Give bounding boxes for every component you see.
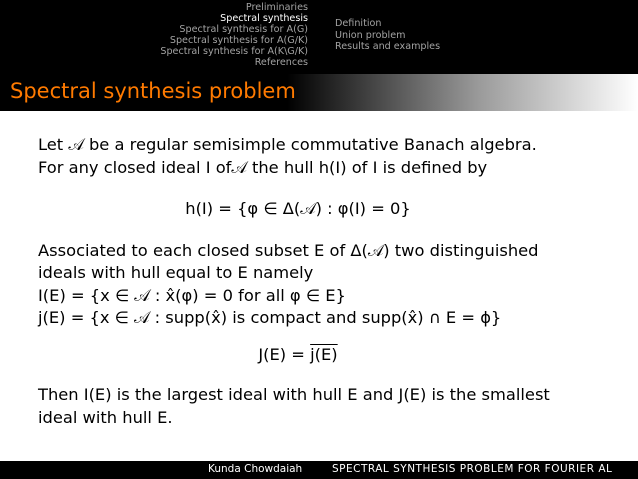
slide-body [38, 134, 598, 429]
equation-closure [38, 344, 558, 367]
paragraph-2-line-2: ideals with hull equal to E namely [38, 263, 314, 282]
nav-subsection-definition[interactable]: Definition [335, 18, 382, 29]
paragraph-1-line-2: For any closed ideal I of𝒜 the hull h(I) of I is defined by [38, 157, 488, 177]
paragraph-1-line-1: Let 𝒜 be a regular semisimple commutative Banach algebra. [38, 135, 537, 154]
subsection-navigation [335, 18, 440, 53]
footer-bar [0, 461, 638, 479]
equation-closure-lhs: J(E) = [258, 344, 311, 364]
ideal-j-definition: j(E) = {x ∈ 𝒜 : supp(x̂) is compact and supp(x̂) ∩ E = ϕ} [38, 308, 502, 327]
ideal-I-definition: I(E) = {x ∈ 𝒜 : x̂(φ) = 0 for all φ ∈ E} [38, 285, 346, 305]
nav-subsection-union-problem[interactable]: Union problem [335, 29, 406, 41]
nav-subsection-results[interactable]: Results and examples [335, 41, 441, 52]
section-navigation [0, 0, 308, 74]
nav-section-synthesis-ag[interactable]: Spectral synthesis for A(G) [179, 24, 308, 35]
nav-section-synthesis-agk[interactable]: Spectral synthesis for A(G/K) [169, 35, 308, 46]
nav-section-references[interactable]: References [254, 57, 308, 68]
footer-author: Kunda Chowdaiah [208, 463, 303, 475]
equation-closure-rhs: j(E) [310, 344, 338, 364]
nav-section-spectral-synthesis[interactable]: Spectral synthesis [220, 13, 308, 24]
header-bar [0, 0, 638, 74]
footer-title: SPECTRAL SYNTHESIS PROBLEM FOR FOURIER AL [332, 463, 613, 475]
paragraph-3-line-1: Then I(E) is the largest ideal with hull E and J(E) is the smallest [38, 385, 550, 404]
frame-title: Spectral synthesis problem [10, 79, 296, 103]
equation-hull: h(I) = {φ ∈ Δ(𝒜) : φ(I) = 0} [185, 199, 411, 218]
nav-section-synthesis-akgk[interactable]: Spectral synthesis for A(K\G/K) [160, 46, 308, 57]
paragraph-2-line-1: Associated to each closed subset E of Δ(𝒜) two distinguished [38, 240, 539, 260]
paragraph-3-line-2: ideal with hull E. [38, 407, 173, 427]
nav-section-preliminaries[interactable]: Preliminaries [245, 2, 308, 13]
